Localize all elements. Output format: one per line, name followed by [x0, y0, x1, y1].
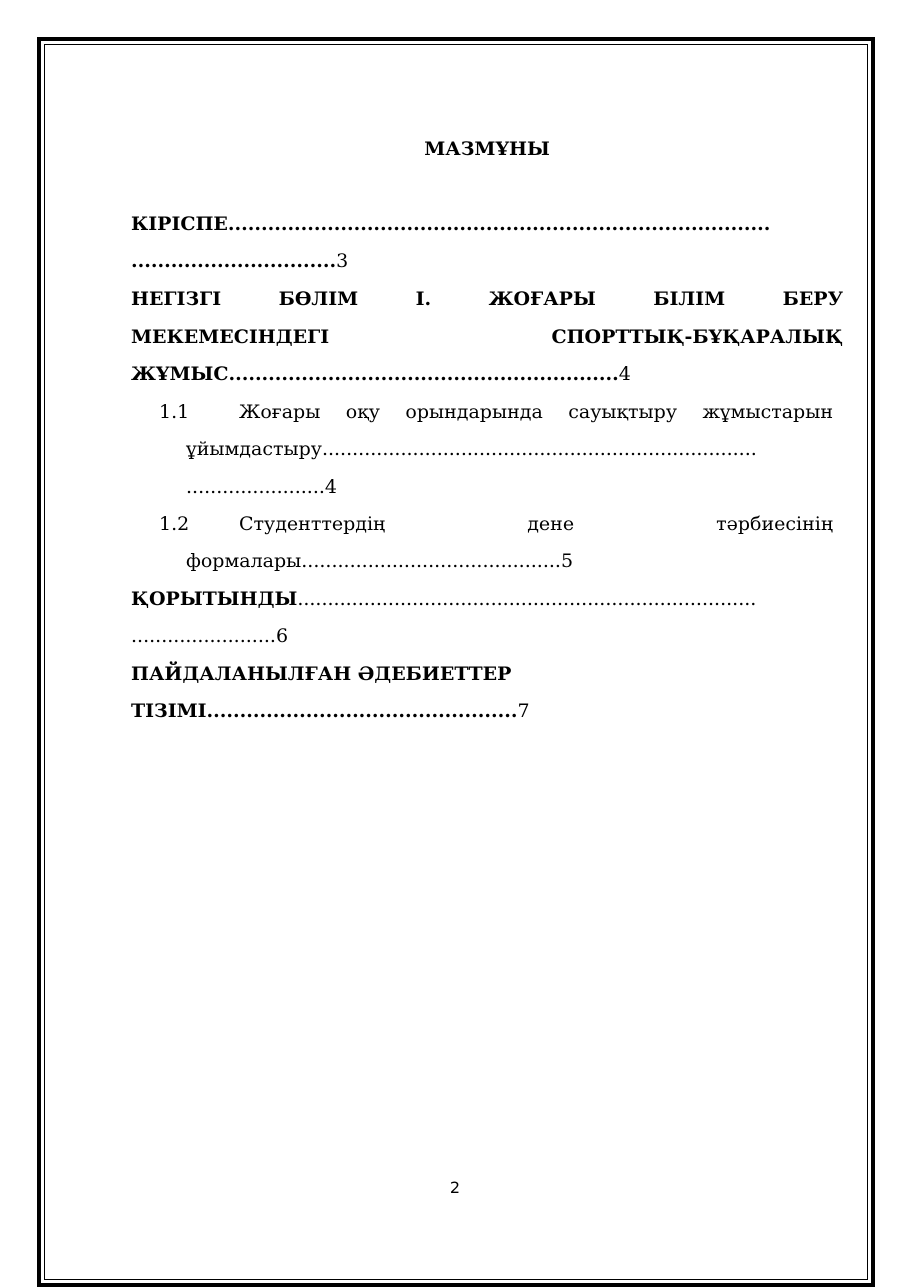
- toc-conclusion-line1: [131, 581, 843, 618]
- toc-sub1-line3: [186, 469, 337, 506]
- toc-main-line3: [131, 356, 843, 393]
- toc-intro-page: 3: [336, 250, 349, 272]
- toc-sub2-line1: [239, 506, 833, 543]
- toc-sub1-word: Жоғары: [239, 401, 321, 423]
- toc-intro-dots-cont: ...............................: [131, 250, 337, 272]
- toc-main-word: БІЛІМ: [653, 288, 726, 310]
- toc-main-word: БӨЛІМ: [278, 288, 359, 310]
- toc-sub2-page: 5: [560, 550, 574, 572]
- toc-main-label: ЖҰМЫС: [131, 363, 229, 385]
- toc-references-page: 7: [517, 700, 530, 722]
- toc-intro-line2: [131, 243, 843, 280]
- toc-references-line1: ПАЙДАЛАНЫЛҒАН ӘДЕБИЕТТЕР: [131, 663, 512, 685]
- toc-references-line2: [131, 693, 843, 730]
- toc-main-word: НЕГІЗГІ: [131, 288, 222, 310]
- toc-sub1-number: 1.1: [159, 401, 190, 423]
- toc-references-dots: ...............................................: [206, 700, 518, 722]
- toc-sub2-word: Студенттердің: [239, 513, 386, 535]
- toc-main-word: СПОРТТЫҚ-БҰҚАРАЛЫҚ: [551, 326, 843, 348]
- toc-main-line1: [131, 281, 843, 318]
- toc-intro-dots: ..................................................................................: [227, 213, 771, 235]
- toc-main-page: 4: [618, 363, 631, 385]
- toc-main-word: БЕРУ: [782, 288, 844, 310]
- toc-sub2-word: тәрбиесінің: [716, 513, 833, 535]
- toc-intro-label: КІРІСПЕ: [131, 213, 228, 235]
- toc-sub1-word: орындарында: [405, 401, 543, 423]
- toc-title: МАЗМҰНЫ: [424, 138, 550, 160]
- toc-sub2-label: формалары...........................................: [186, 550, 561, 572]
- toc-sub2-word: дене: [527, 513, 575, 535]
- toc-main-word: І.: [415, 288, 432, 310]
- toc-conclusion-line2: [131, 618, 843, 655]
- toc-sub1-line2: ұйымдастыру........................................................................: [186, 438, 757, 460]
- toc-sub1-line1: [239, 394, 833, 431]
- toc-main-line2: [131, 319, 843, 356]
- page-number: 2: [449, 1178, 461, 1197]
- toc-conclusion-label: ҚОРЫТЫНДЫ: [131, 588, 298, 610]
- toc-sub1-word: сауықтыру: [568, 401, 677, 423]
- toc-references-label: ТІЗІМІ: [131, 700, 207, 722]
- toc-intro-line1: [131, 206, 843, 243]
- toc-sub1-dots: .......................: [186, 476, 325, 498]
- toc-sub1-word: жұмыстарын: [702, 401, 833, 423]
- toc-main-word: МЕКЕМЕСІНДЕГІ: [131, 326, 330, 348]
- toc-sub2-line2: [186, 543, 573, 580]
- toc-conclusion-dots: ............................................................................: [297, 588, 757, 610]
- toc-main-dots: ...........................................................: [228, 363, 619, 385]
- toc-conclusion-dots-cont: ........................: [131, 625, 276, 647]
- toc-sub1-word: оқу: [345, 401, 380, 423]
- toc-sub2-number: 1.2: [159, 513, 190, 535]
- toc-conclusion-page: 6: [275, 625, 289, 647]
- toc-sub1-page: 4: [324, 476, 338, 498]
- toc-main-word: ЖОҒАРЫ: [488, 288, 596, 310]
